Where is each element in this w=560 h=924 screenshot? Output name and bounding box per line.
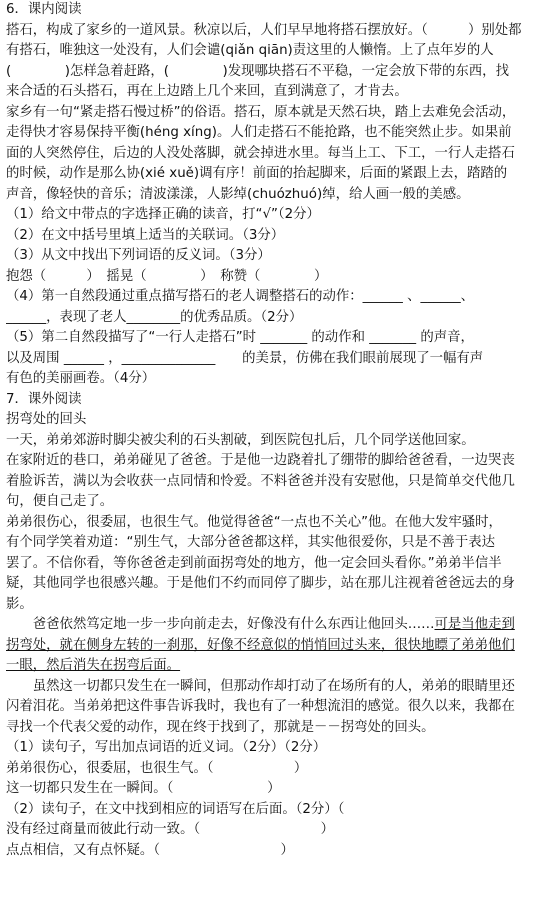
line: 影。 — [6, 596, 33, 612]
section-heading: 7．课外阅读 — [6, 391, 82, 407]
line: 在家附近的巷口，弟弟碰见了爸爸。于是他一边跷着扎了绷带的脚给爸爸看，一边哭丧 — [6, 453, 515, 468]
question-line: 有色的美丽画卷。（4分） — [6, 371, 156, 386]
line: 罢了。不信你看，等你爸爸走到前面拐弯处的地方，他一定会回头看你。”弟弟半信半 — [6, 555, 502, 571]
question-line: （2）在文中括号里填上适当的关联词。（3分） — [6, 227, 285, 243]
question-line: ______，表现了老人________的优秀品质。（2分） — [6, 309, 303, 325]
line: 来合适的石头搭石，再在上边踏上几个来回，直到满意了，才肯去。 — [6, 84, 408, 99]
underlined-phrase: 可是当他走到 — [434, 617, 515, 632]
line: 走得快才容易保持平衡(héng xíng)。人们走搭石不能抢路，也不能突然止步。如果前 — [6, 125, 512, 140]
line: 声音，像轻快的音乐；清波漾漾，人影绰(chuózhuó)绰，给人画一般的美感。 — [6, 186, 470, 202]
line: ( )怎样急着赶路，( )发现哪块搭石不平稳，一定会放下带的东西，找 — [6, 63, 509, 79]
question-line: （1）读句子，写出加点词语的近义词。（2分）（2分） — [6, 740, 327, 755]
line: 闪着泪花。当弟弟把这件事告诉我时，我也有了一种想流泪的感觉。很久以来，我都在 — [6, 699, 515, 714]
question-line: （1）给文中带点的字选择正确的读音，打“√”（2分） — [6, 207, 320, 222]
line: 家乡有一句“紧走搭石慢过桥”的俗语。搭石，原本就是天然石块，踏上去难免会活动， — [6, 104, 516, 120]
line: 句，便自己走了。 — [6, 494, 114, 509]
line: 一天，弟弟郊游时脚尖被尖利的石头割破，到医院包扎后，几个同学送他回家。 — [6, 432, 475, 448]
line: 着脸诉苦，满以为会收获一点同情和怜爱。不料爸爸并没有安慰他，只是简单交代他几 — [6, 473, 515, 489]
question-line: （4）第一自然段通过重点描写搭石的老人调整搭石的动作：______ 、______、 — [6, 289, 475, 304]
line: 虽然这一切都只发生在一瞬间，但那动作却打动了在场所有的人，弟弟的眼睛里还 — [6, 678, 515, 694]
answer-line: 没有经过商量而彼此行动一致。（ ） — [6, 822, 335, 837]
question-line: （5）第二自然段描写了“一行人走搭石”时 _______ 的动作和 _______ 的声音， — [6, 330, 474, 345]
question-line: （3）从文中找出下列词语的反义词。（3分） — [6, 248, 271, 263]
underlined-line: 一眼，然后消失在拐弯后面。 — [6, 658, 181, 673]
question-line: （2）读句子，在文中找到相应的词语写在后面。（2分）（ — [6, 801, 345, 817]
line: 有个同学笑着劝道：“别生气，大部分爸爸都这样，其实他很爱你，只是不善于表达 — [6, 535, 495, 550]
answer-line: 弟弟很伤心，很委屈，也很生气。（ ） — [6, 760, 308, 776]
line: 的时候，动作是那么协(xié xuě)调有序！前面的抬起脚来，后面的紧跟上去，踏踏的 — [6, 166, 508, 181]
line: 搭石，构成了家乡的一道风景。秋凉以后，人们早早地将搭石摆放好。（ ）别处都 — [6, 22, 522, 38]
line-with-underline — [6, 615, 556, 636]
line: 面的人突然停住，后边的人没处落脚，就会掉进水里。每当上工、下工，一行人走搭石 — [6, 145, 515, 161]
line: 弟弟很伤心，很委屈，也很生气。他觉得爸爸“一点也不关心”他。在他大发牢骚时， — [6, 514, 502, 530]
line-text: 爸爸依然笃定地一步一步向前走去，好像没有什么东西让他回头…… — [6, 617, 435, 632]
underlined-line: 拐弯处，就在侧身左转的一刹那，好像不经意似的悄悄回过头来，很快地瞟了弟弟他们 — [6, 637, 515, 653]
line: 疑，其他同学也很感兴趣。于是他们不约而同停了脚步，站在那儿注视着爸爸远去的身 — [6, 576, 515, 591]
line: 寻找一个代表父爱的动作，现在终于找到了，那就是－－拐弯处的回头。 — [6, 719, 435, 735]
line: 6．课内阅读 — [6, 2, 82, 17]
line: 有搭石，唯独这一处没有，人们会谴(qiǎn qiān)责这里的人懒惰。上了点年岁的人 — [6, 43, 494, 58]
answer-line: 抱怨（ ） 摇晃（ ） 称赞（ ） — [6, 268, 328, 284]
answer-line: 这一切都只发生在一瞬间。（ ） — [6, 781, 281, 796]
passage-title: 拐弯处的回头 — [6, 412, 87, 427]
answer-line: 点点相信，又有点怀疑。（ ） — [6, 842, 294, 858]
question-line: 以及周围 ______ ，______________ 的美景，仿佛在我们眼前展现了一幅有声 — [6, 350, 484, 366]
